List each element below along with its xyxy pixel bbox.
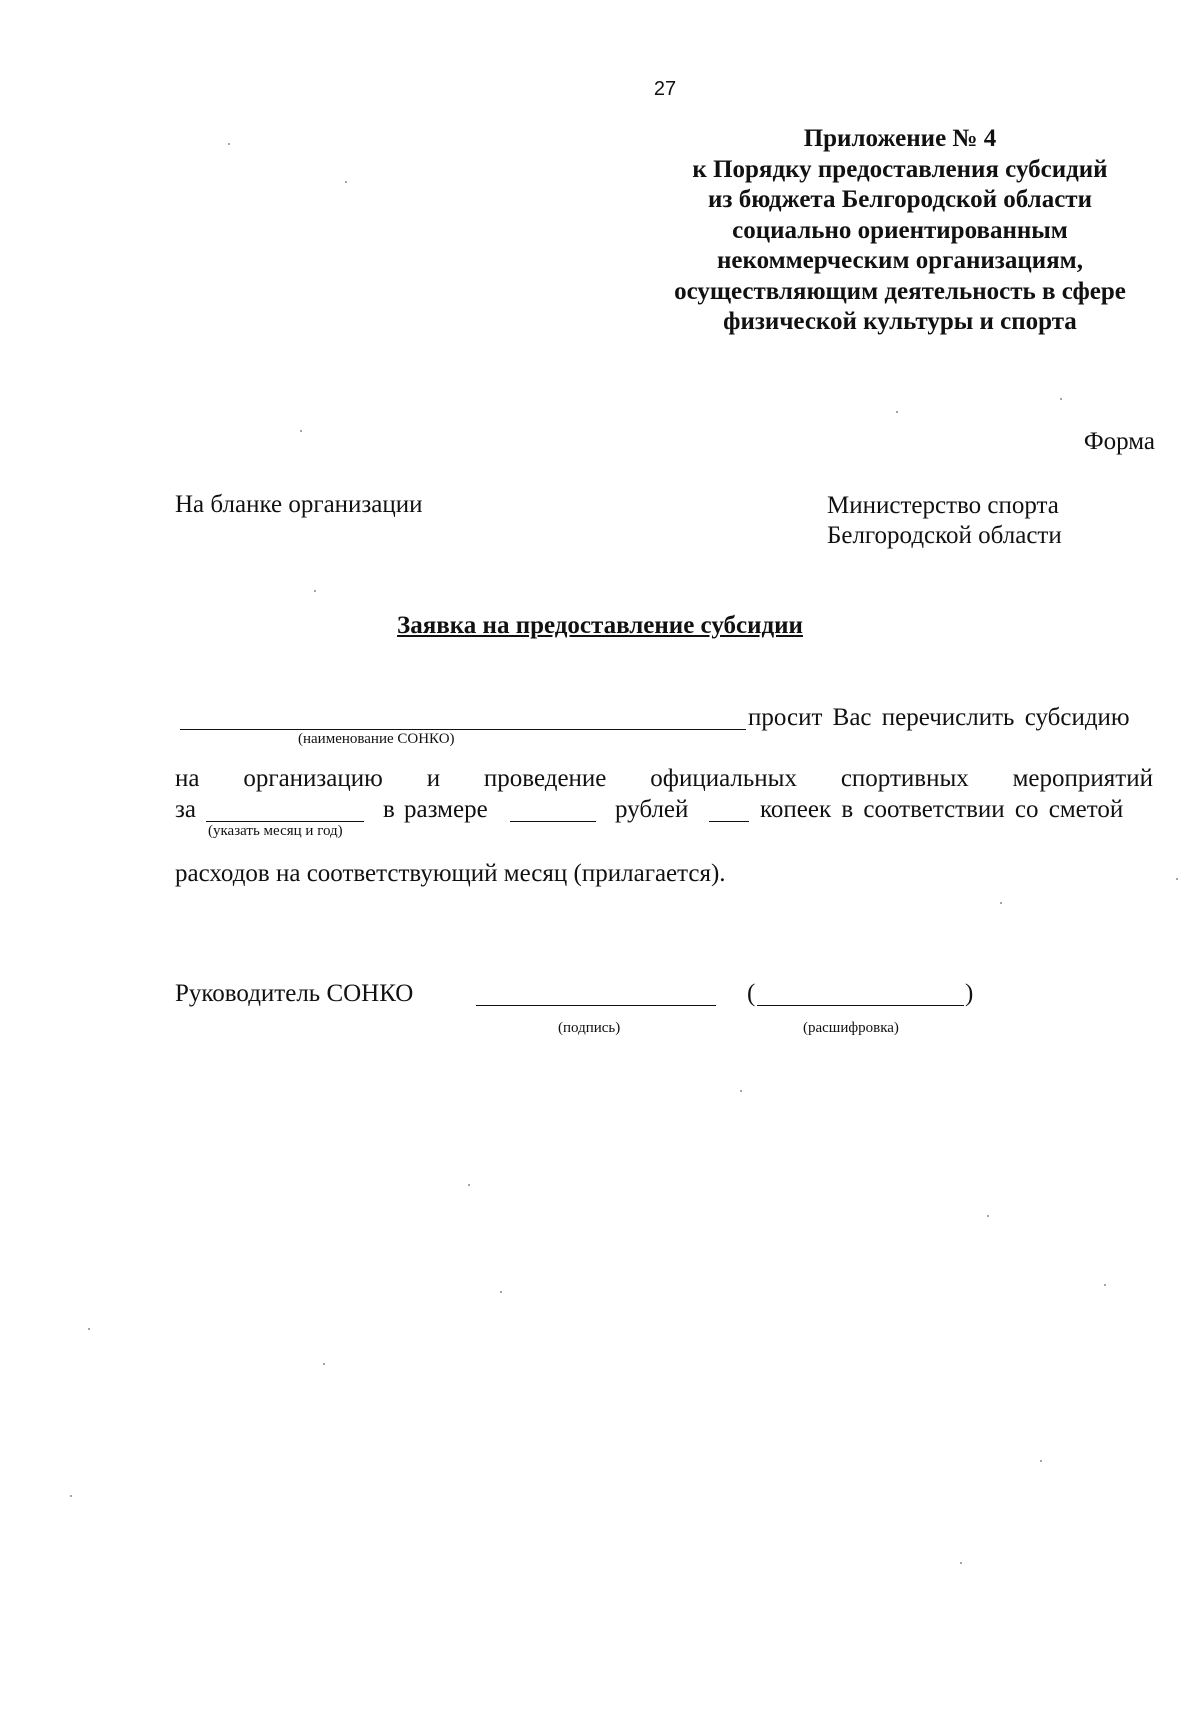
month-year-caption: (указать месяц и год) [208, 823, 343, 839]
scan-speck [1000, 902, 1002, 904]
decode-paren-open: ( [747, 980, 756, 1007]
appendix-line: к Порядку предоставления субсидий [692, 155, 1108, 183]
expenses-text: расходов на соответствующий месяц (прилагается). [175, 860, 726, 887]
scan-speck [300, 430, 302, 432]
purpose-word: мероприятий [1012, 765, 1153, 792]
document-title: Заявка на предоставление субсидии [397, 612, 803, 639]
letterhead-label: На бланке организации [175, 491, 423, 518]
appendix-line: осуществляющим деятельность в сфере [674, 277, 1126, 305]
scan-speck [740, 1090, 742, 1092]
appendix-header [660, 124, 1140, 338]
page-number: 27 [653, 78, 677, 100]
kopecks-blank-field[interactable] [709, 821, 749, 822]
scan-speck [88, 1328, 90, 1330]
decode-paren-close: ) [965, 980, 974, 1007]
scan-speck [228, 143, 230, 145]
signature-caption: (подпись) [558, 1020, 621, 1036]
form-label: Форма [1083, 428, 1155, 455]
scan-speck [345, 181, 347, 183]
head-label: Руководитель СОНКО [175, 980, 414, 1007]
amount-label: в размере [383, 796, 488, 823]
recipient-line: Белгородской области [827, 522, 1062, 549]
kopecks-text: копеек в соответствии со сметой [760, 796, 1124, 823]
scan-speck [1040, 1460, 1042, 1462]
rubles-label: рублей [615, 796, 689, 823]
purpose-word: и [426, 765, 441, 792]
purpose-word: спортивных [840, 765, 969, 792]
appendix-line: социально ориентированным [732, 216, 1068, 244]
appendix-line: из бюджета Белгородской области [708, 186, 1092, 213]
month-year-blank-field[interactable] [206, 821, 364, 822]
purpose-line [175, 765, 1153, 793]
recipient-block [827, 491, 1062, 551]
purpose-word: организацию [243, 765, 383, 792]
scan-speck [468, 1184, 470, 1186]
scan-speck [323, 1363, 325, 1365]
purpose-word: официальных [650, 765, 797, 792]
purpose-word: проведение [483, 765, 607, 792]
appendix-line: некоммерческим организациям, [717, 247, 1083, 274]
appendix-line: физической культуры и спорта [723, 308, 1077, 335]
purpose-word: на [175, 765, 200, 792]
signature-blank-field[interactable] [476, 1005, 716, 1006]
request-text: просит Вас перечислить субсидию [748, 704, 1130, 731]
decode-caption: (расшифровка) [803, 1020, 899, 1036]
org-name-caption: (наименование СОНКО) [298, 731, 455, 747]
scan-speck [960, 1562, 962, 1564]
scan-speck [70, 1495, 72, 1497]
appendix-line: Приложение № 4 [803, 125, 997, 152]
period-label: за [175, 796, 196, 823]
scan-speck [314, 590, 316, 592]
scan-speck [987, 1215, 989, 1217]
scan-speck [1104, 1284, 1106, 1286]
decode-blank-field[interactable] [757, 1005, 964, 1006]
scan-speck [500, 1291, 502, 1293]
rubles-blank-field[interactable] [510, 821, 596, 822]
recipient-line: Министерство спорта [827, 492, 1059, 519]
org-name-blank-field[interactable] [180, 729, 746, 730]
scan-speck [896, 411, 898, 413]
scan-speck [1060, 398, 1062, 400]
scan-speck [1176, 878, 1178, 880]
